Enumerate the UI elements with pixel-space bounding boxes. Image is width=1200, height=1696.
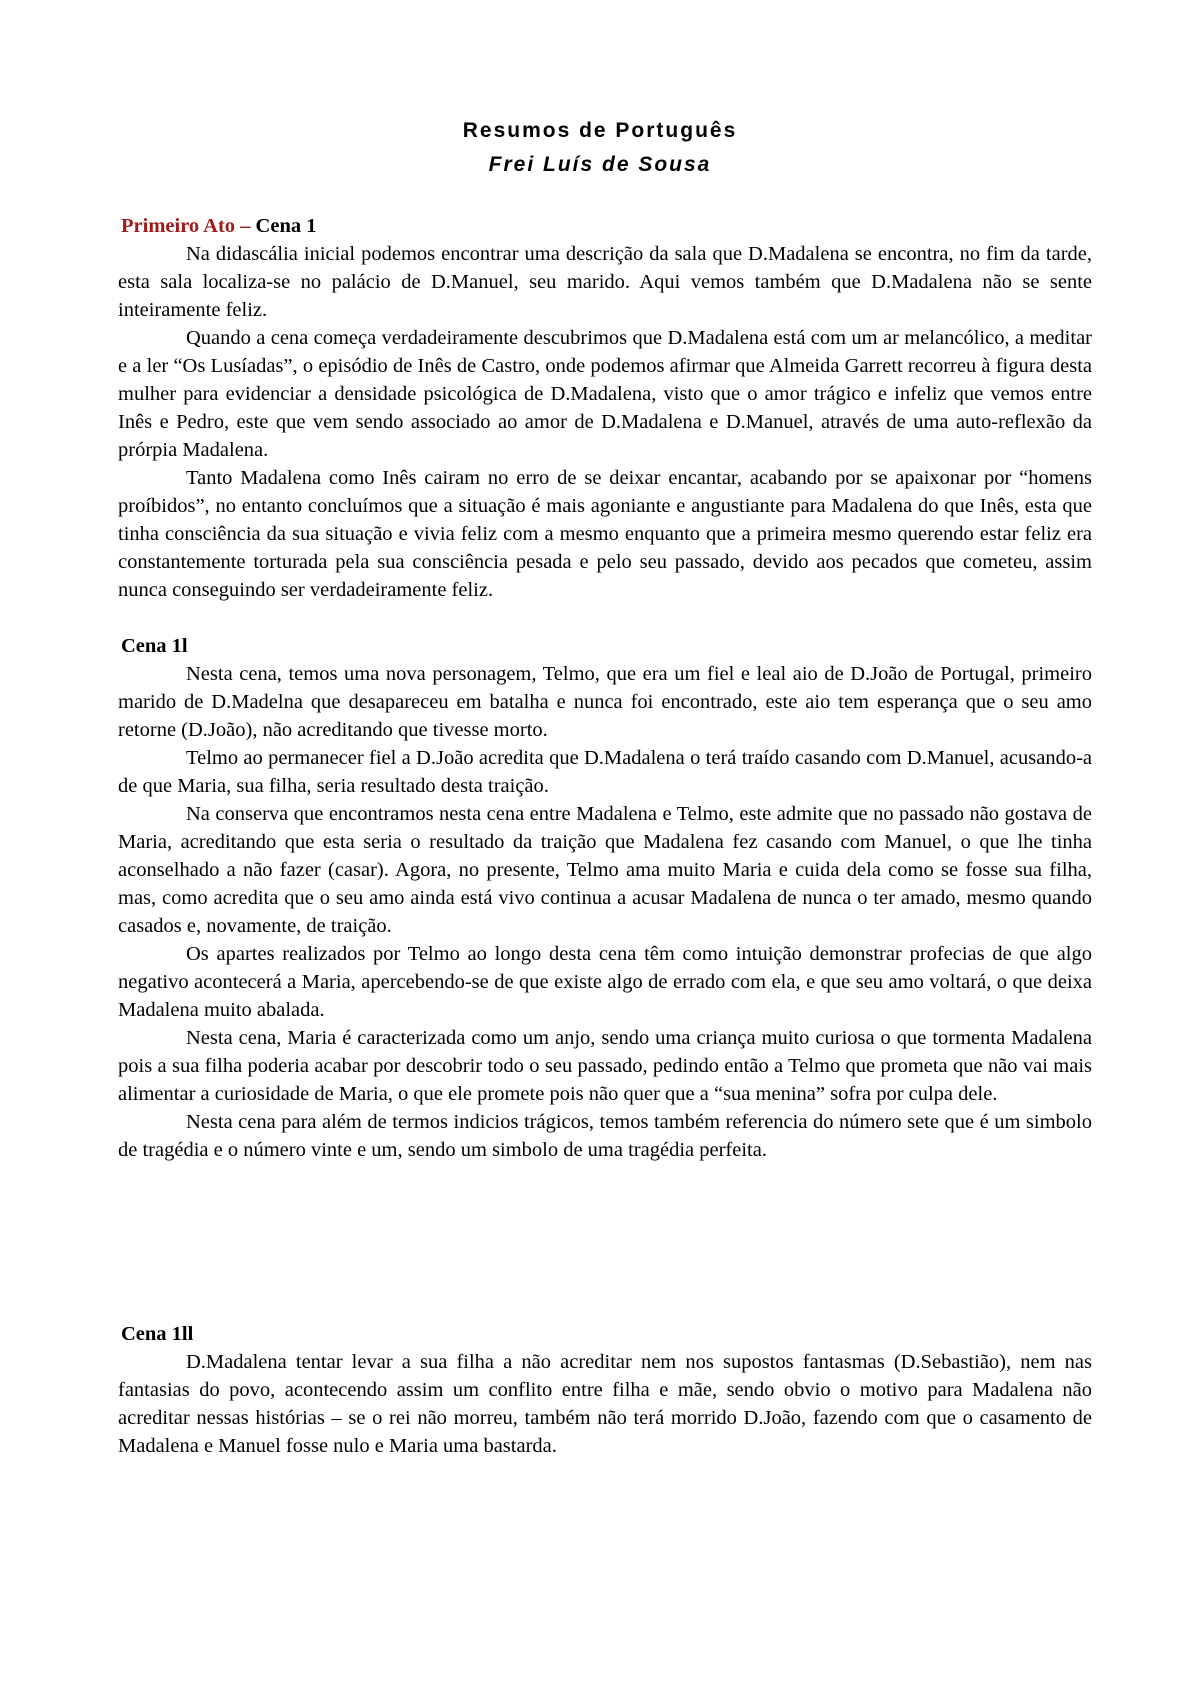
section-heading-cena-2 <box>118 632 1092 660</box>
paragraph: Tanto Madalena como Inês cairam no erro de se deixar encantar, acabando por se apaixonar por “homens proíbidos”, no entanto concluímos que a situação é mais agoniante e angustiante para Madalena do que Inês, esta que tinha consciência da sua situação e vivia feliz com a mesmo enquanto que a primeira mesmo querendo estar feliz era constantemente torturada pela sua consciência pesada e pelo seu passado, devido aos pecados que cometeu, assim nunca conseguindo ser verdadeiramente feliz. <box>118 467 1092 601</box>
paragraph: D.Madalena tentar levar a sua filha a não acreditar nem nos supostos fantasmas (D.Sebastião), nem nas fantasias do povo, acontecendo assim um conflito entre filha e mãe, sendo obvio o motivo para Madalena não acreditar nessas histórias – se o rei não morreu, também não terá morrido D.João, fazendo com que o casamento de Madalena e Manuel fosse nulo e Maria uma bastarda. <box>118 1351 1092 1457</box>
paragraph: Na conserva que encontramos nesta cena entre Madalena e Telmo, este admite que no passado não gostava de Maria, acreditando que esta seria o resultado da traição que Madalena fez casando com Manuel, o que lhe tinha aconselhado a não fazer (casar). Agora, no presente, Telmo ama muito Maria e cuida dela como se fosse sua filha, mas, como acredita que o seu amo ainda está vivo continua a acusar Madalena de nunca o ter amado, mesmo quando casados e, novamente, de traição. <box>118 803 1092 937</box>
paragraph: Telmo ao permanecer fiel a D.João acredita que D.Madalena o terá traído casando com D.Manuel, acusando-a de que Maria, sua filha, seria resultado desta traição. <box>118 747 1092 797</box>
document-body <box>118 212 1092 1460</box>
paragraph: Na didascália inicial podemos encontrar uma descrição da sala que D.Madalena se encontra, no fim da tarde, esta sala localiza-se no palácio de D.Manuel, seu marido. Aqui vemos também que D.Madalena não se sente inteiramente feliz. <box>118 243 1092 321</box>
paragraph: Nesta cena para além de termos indicios trágicos, temos também referencia do número sete que é um simbolo de tragédia e o número vinte e um, sendo um simbolo de uma tragédia perfeita. <box>118 1111 1092 1161</box>
act-label: Primeiro Ato – <box>121 215 256 237</box>
paragraph: Nesta cena, Maria é caracterizada como um anjo, sendo uma criança muito curiosa o que tormenta Madalena pois a sua filha poderia acabar por descobrir todo o seu passado, pedindo então a Telmo que prometa que não vai mais alimentar a curiosidade de Maria, o que ele promete pois não quer que a “sua menina” sofra por culpa dele. <box>118 1027 1092 1105</box>
section-heading-cena-1 <box>118 212 1092 240</box>
section-heading-cena-3 <box>118 1320 1092 1348</box>
paragraph: Nesta cena, temos uma nova personagem, Telmo, que era um fiel e leal aio de D.João de Portugal, primeiro marido de D.Madelna que desapareceu em batalha e nunca foi encontrado, este aio tem esperança que o seu amo retorne (D.João), não acreditando que tivesse morto. <box>118 663 1092 741</box>
scene-label: Cena 1 <box>255 215 317 237</box>
document-subtitle: Frei Luís de Sousa <box>488 153 712 176</box>
paragraph: Quando a cena começa verdadeiramente descubrimos que D.Madalena está com um ar melancólico, a meditar e a ler “Os Lusíadas”, o episódio de Inês de Castro, onde podemos afirmar que Almeida Garrett recorreu à figura desta mulher para evidenciar a densidade psicológica de D.Madalena, visto que o amor trágico e infeliz que vemos entre Inês e Pedro, este que vem sendo associado ao amor de D.Madalena e D.Manuel, através de uma auto-reflexão da prórpia Madalena. <box>118 327 1092 461</box>
spacer <box>118 1164 1092 1320</box>
scene-label: Cena 1l <box>121 635 188 657</box>
scene-label: Cena 1ll <box>121 1323 194 1345</box>
document-title: Resumos de Português <box>462 119 738 142</box>
spacer <box>118 604 1092 632</box>
paragraph: Os apartes realizados por Telmo ao longo desta cena têm como intuição demonstrar profecias de que algo negativo acontecerá a Maria, apercebendo-se de que existe algo de errado com ela, e que seu amo voltará, o que deixa Madalena muito abalada. <box>118 943 1092 1021</box>
